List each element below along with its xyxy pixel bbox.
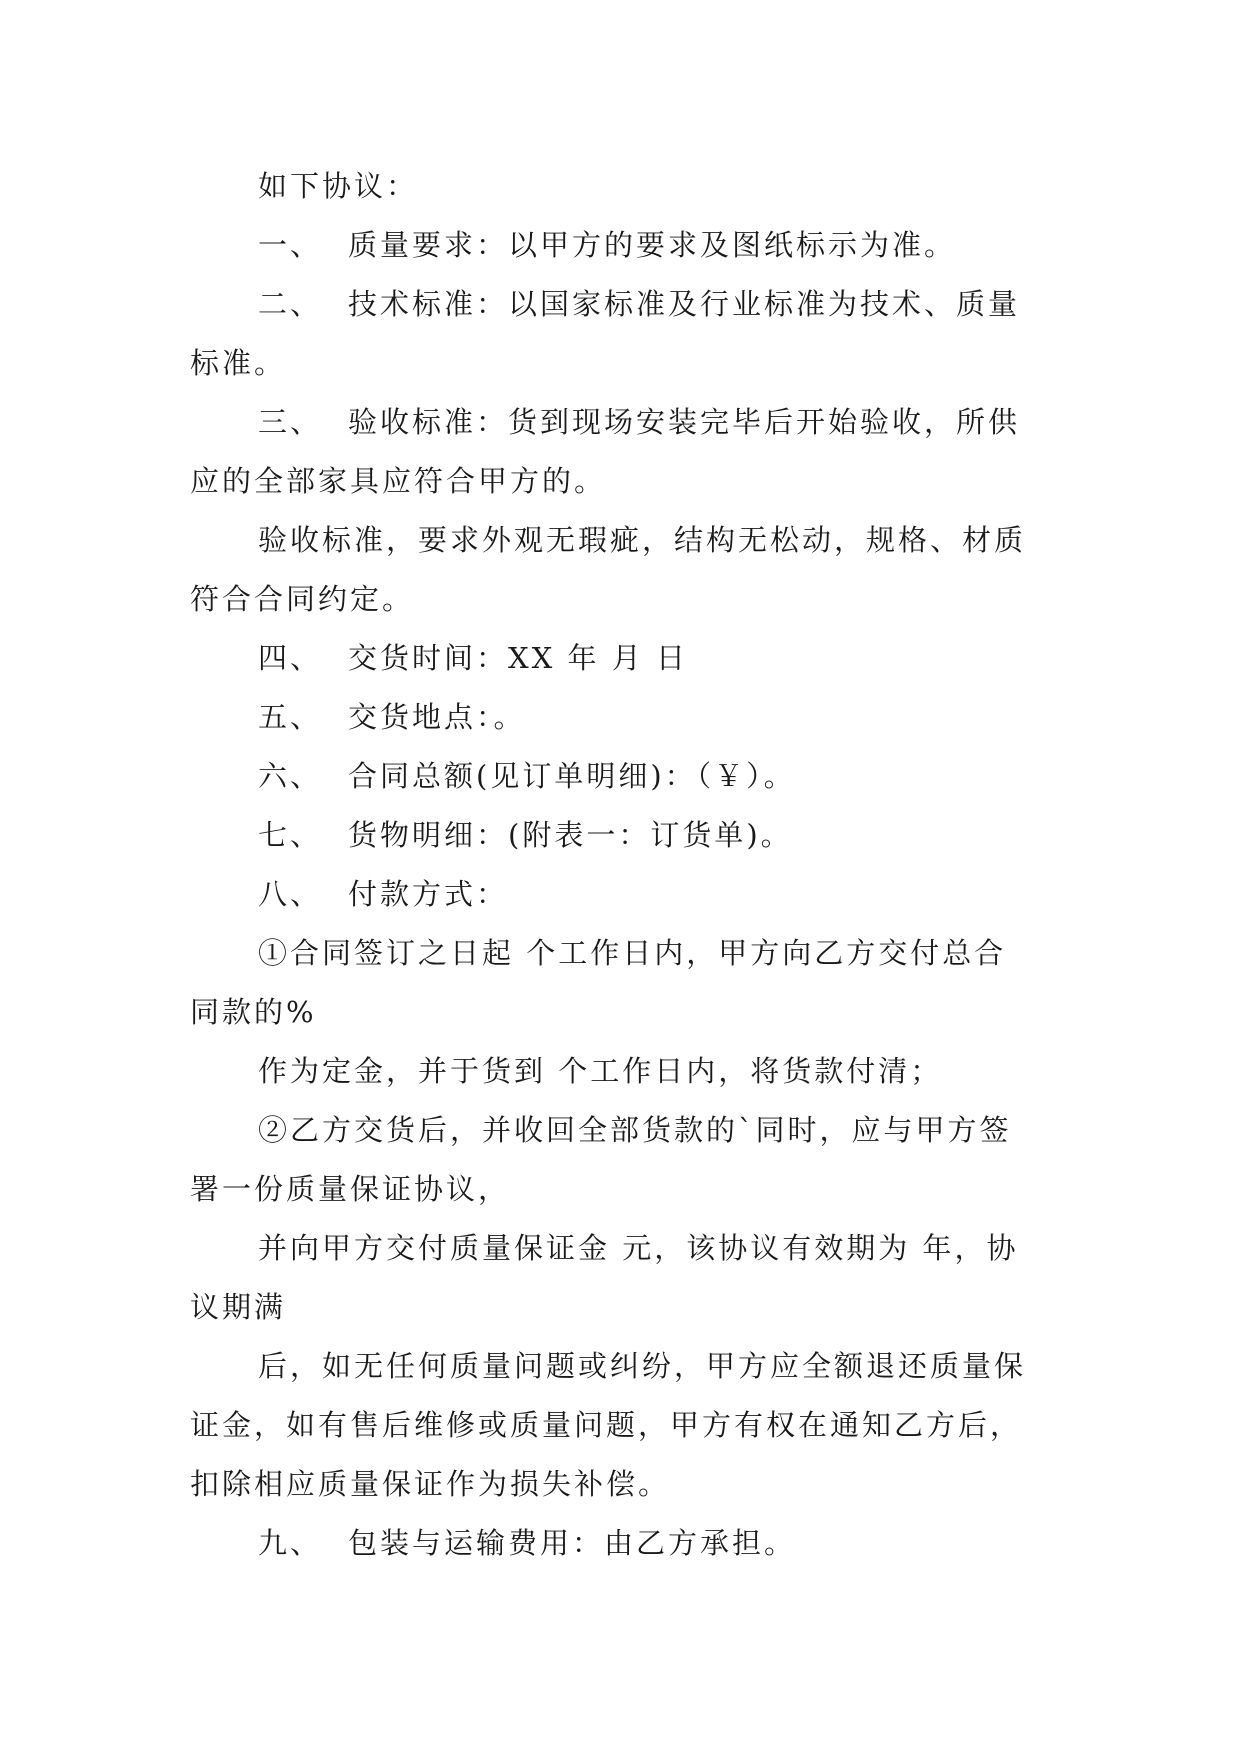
text: 同款的% (190, 995, 317, 1029)
clause-number: 三、 (258, 405, 323, 439)
clause-9 (258, 1523, 1158, 1563)
clause-number: 九、 (258, 1526, 323, 1560)
text: 标准。 (190, 346, 287, 380)
clause-text: 货物明细：(附表一：订货单)。 (348, 818, 793, 852)
clause-8 (258, 874, 1158, 914)
payment-item-2-guarantee (258, 1228, 1158, 1268)
clause-1 (258, 225, 1158, 265)
text: 应的全部家具应符合甲方的。 (190, 464, 607, 498)
text: 扣除相应质量保证作为损失补偿。 (190, 1467, 671, 1501)
paragraph-acceptance (258, 520, 1158, 560)
payment-item-2-refund-line-3 (190, 1464, 1090, 1504)
text: 如下协议： (258, 169, 419, 203)
text: 作为定金，并于货到 个工作日内，将货款付清； (258, 1054, 943, 1088)
clause-text: 交货地点：。 (348, 700, 526, 734)
clause-text: 质量要求：以甲方的要求及图纸标示为准。 (348, 228, 957, 262)
clause-number: 七、 (258, 818, 323, 852)
payment-item-1-continuation (190, 992, 1090, 1032)
paragraph-acceptance-continuation (190, 579, 1090, 619)
clause-7 (258, 815, 1158, 855)
clause-number: 六、 (258, 759, 323, 793)
text: ①合同签订之日起 个工作日内，甲方向乙方交付总合 (258, 936, 1007, 970)
clause-5 (258, 697, 1158, 737)
clause-2-continuation (190, 343, 1090, 383)
clause-3-continuation (190, 461, 1090, 501)
text: 并向甲方交付质量保证金 元，该协议有效期为 年，协 (258, 1231, 1019, 1265)
payment-item-2-guarantee-continuation (190, 1287, 1090, 1327)
clause-number: 五、 (258, 700, 323, 734)
payment-item-1 (258, 933, 1158, 973)
clause-2 (258, 284, 1158, 324)
clause-6 (258, 756, 1158, 796)
payment-item-1-deposit (258, 1051, 1158, 1091)
clause-number: 八、 (258, 877, 323, 911)
payment-item-2-refund (258, 1346, 1158, 1386)
clause-number: 二、 (258, 287, 323, 321)
text: 符合合同约定。 (190, 582, 415, 616)
clause-text: 技术标准：以国家标准及行业标准为技术、质量 (348, 287, 1021, 321)
clause-text: 交货时间：XX 年 月 日 (348, 641, 688, 675)
payment-item-2-continuation (190, 1169, 1090, 1209)
clause-text: 合同总额(见订单明细)：（￥）。 (348, 759, 796, 793)
clause-text: 包装与运输费用：由乙方承担。 (348, 1526, 797, 1560)
clause-number: 四、 (258, 641, 323, 675)
text: 证金，如有售后维修或质量问题，甲方有权在通知乙方后， (190, 1408, 1023, 1442)
text: 议期满 (190, 1290, 287, 1324)
paragraph-intro (258, 166, 1158, 206)
text: 验收标准，要求外观无瑕疵，结构无松动，规格、材质 (258, 523, 1027, 557)
clause-text: 验收标准：货到现场安装完毕后开始验收，所供 (348, 405, 1021, 439)
payment-item-2-refund-line-2 (190, 1405, 1090, 1445)
text: ②乙方交货后，并收回全部货款的`同时，应与甲方签 (258, 1113, 1012, 1147)
text: 后，如无任何质量问题或纠纷，甲方应全额退还质量保 (258, 1349, 1027, 1383)
payment-item-2 (258, 1110, 1158, 1150)
clause-3 (258, 402, 1158, 442)
clause-number: 一、 (258, 228, 323, 262)
text: 署一份质量保证协议， (190, 1172, 511, 1206)
clause-4 (258, 638, 1158, 678)
clause-text: 付款方式： (348, 877, 509, 911)
